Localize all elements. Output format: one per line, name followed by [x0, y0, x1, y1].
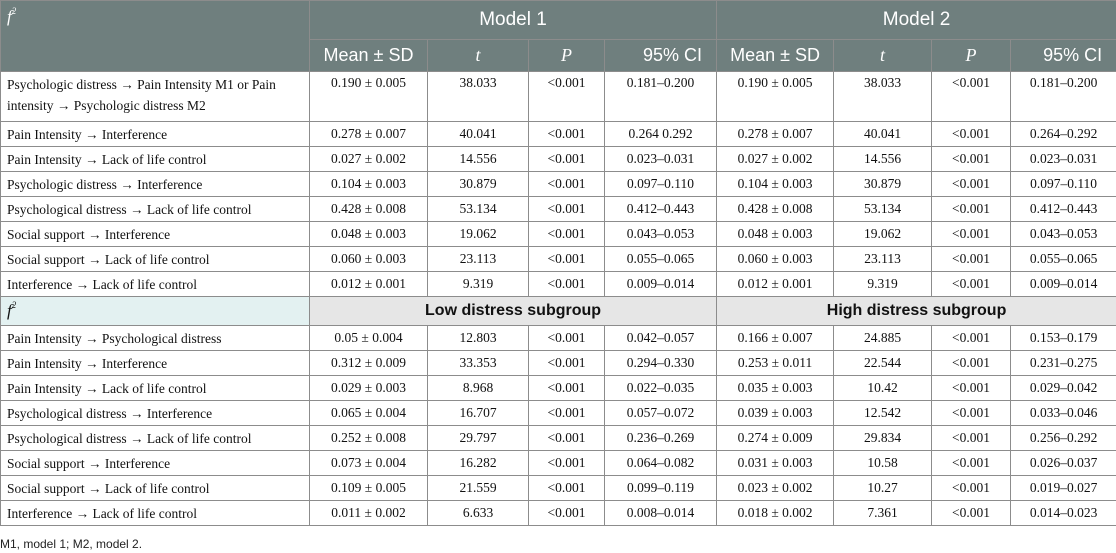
table-cell: 0.043–0.053: [1011, 222, 1116, 247]
low-distress-header: Low distress subgroup: [310, 297, 717, 326]
row-label: Psychologic distress → Interference: [1, 172, 310, 197]
table-cell: <0.001: [529, 197, 605, 222]
table-cell: 0.05 ± 0.004: [310, 326, 428, 351]
table-row: [1, 501, 1116, 526]
table-cell: 10.27: [834, 476, 932, 501]
table-row: [1, 426, 1116, 451]
table-row: [1, 326, 1116, 351]
table-row: [1, 222, 1116, 247]
table-cell: 12.542: [834, 401, 932, 426]
table-cell: 0.428 ± 0.008: [310, 197, 428, 222]
table-cell: <0.001: [932, 451, 1011, 476]
table-cell: 23.113: [834, 247, 932, 272]
row-label: Psychological distress → Lack of life control: [1, 426, 310, 451]
table-cell: <0.001: [932, 172, 1011, 197]
row-label: Pain Intensity → Interference: [1, 351, 310, 376]
table-cell: 0.428 ± 0.008: [717, 197, 834, 222]
subgroup-rows: [1, 326, 1116, 526]
table-cell: 0.018 ± 0.002: [717, 501, 834, 526]
row-label: Pain Intensity → Psychological distress: [1, 326, 310, 351]
table-cell: 38.033: [834, 72, 932, 122]
table-cell: 8.968: [428, 376, 529, 401]
high-distress-header: High distress subgroup: [717, 297, 1116, 326]
table-cell: <0.001: [932, 401, 1011, 426]
table-cell: 0.097–0.110: [605, 172, 717, 197]
table-cell: 0.181–0.200: [605, 72, 717, 122]
table-cell: 40.041: [428, 122, 529, 147]
table-cell: 0.048 ± 0.003: [717, 222, 834, 247]
table-row: [1, 451, 1116, 476]
table-cell: <0.001: [932, 147, 1011, 172]
table-cell: 0.027 ± 0.002: [310, 147, 428, 172]
col-p-2: P: [932, 40, 1011, 72]
table-cell: 0.294–0.330: [605, 351, 717, 376]
table-cell: <0.001: [932, 426, 1011, 451]
footnote: M1, model 1; M2, model 2.: [0, 537, 143, 551]
table-cell: 10.58: [834, 451, 932, 476]
table-cell: <0.001: [529, 72, 605, 122]
table-cell: 0.109 ± 0.005: [310, 476, 428, 501]
table-row: [1, 147, 1116, 172]
table-cell: 0.073 ± 0.004: [310, 451, 428, 476]
table-cell: 0.312 ± 0.009: [310, 351, 428, 376]
subgroup-corner-label: f: [7, 301, 12, 320]
table-cell: 0.026–0.037: [1011, 451, 1116, 476]
table-cell: 0.190 ± 0.005: [310, 72, 428, 122]
table-cell: 0.022–0.035: [605, 376, 717, 401]
table-cell: 40.041: [834, 122, 932, 147]
table-row: [1, 197, 1116, 222]
table-cell: <0.001: [529, 401, 605, 426]
table-cell: 38.033: [428, 72, 529, 122]
table-cell: <0.001: [529, 351, 605, 376]
table-cell: 0.035 ± 0.003: [717, 376, 834, 401]
table-cell: <0.001: [529, 376, 605, 401]
table-cell: 0.064–0.082: [605, 451, 717, 476]
table-cell: 0.029 ± 0.003: [310, 376, 428, 401]
row-label: Psychological distress → Interference: [1, 401, 310, 426]
table-cell: 0.060 ± 0.003: [717, 247, 834, 272]
table-cell: 30.879: [834, 172, 932, 197]
table-cell: 0.099–0.119: [605, 476, 717, 501]
table-cell: 0.181–0.200: [1011, 72, 1116, 122]
model-rows: [1, 72, 1116, 297]
row-label: Social support → Interference: [1, 451, 310, 476]
table-cell: 0.023–0.031: [605, 147, 717, 172]
table-cell: 12.803: [428, 326, 529, 351]
row-label: Pain Intensity → Lack of life control: [1, 376, 310, 401]
table-cell: <0.001: [529, 172, 605, 197]
table-cell: <0.001: [932, 476, 1011, 501]
table-row: [1, 172, 1116, 197]
row-label: Pain Intensity → Interference: [1, 122, 310, 147]
table-cell: 0.412–0.443: [605, 197, 717, 222]
table-cell: 0.048 ± 0.003: [310, 222, 428, 247]
table-cell: 0.027 ± 0.002: [717, 147, 834, 172]
table-cell: <0.001: [932, 247, 1011, 272]
table-cell: 0.012 ± 0.001: [717, 272, 834, 297]
table-row: [1, 376, 1116, 401]
table-cell: 0.256–0.292: [1011, 426, 1116, 451]
table-cell: 0.060 ± 0.003: [310, 247, 428, 272]
table-cell: 0.009–0.014: [605, 272, 717, 297]
table-cell: 22.544: [834, 351, 932, 376]
corner-header: [1, 1, 310, 72]
table-cell: 53.134: [834, 197, 932, 222]
subgroup-row: [1, 297, 1116, 326]
subgroup-corner-sup: 2: [11, 300, 17, 311]
table-cell: 16.707: [428, 401, 529, 426]
table-row: [1, 247, 1116, 272]
table-row: [1, 122, 1116, 147]
table-cell: <0.001: [529, 451, 605, 476]
table-cell: 0.253 ± 0.011: [717, 351, 834, 376]
corner-sup: 2: [11, 6, 17, 17]
table-cell: 0.012 ± 0.001: [310, 272, 428, 297]
subgroup-corner: [1, 297, 310, 326]
table-cell: 21.559: [428, 476, 529, 501]
table-cell: 0.042–0.057: [605, 326, 717, 351]
col-mean-sd-1: Mean ± SD: [310, 40, 428, 72]
table-cell: 23.113: [428, 247, 529, 272]
table-row: [1, 272, 1116, 297]
table-cell: 0.033–0.046: [1011, 401, 1116, 426]
table-cell: 0.009–0.014: [1011, 272, 1116, 297]
table-cell: 0.019–0.027: [1011, 476, 1116, 501]
table-cell: 0.031 ± 0.003: [717, 451, 834, 476]
table-cell: <0.001: [529, 122, 605, 147]
table-cell: 19.062: [428, 222, 529, 247]
table-cell: 0.278 ± 0.007: [717, 122, 834, 147]
table-cell: 9.319: [428, 272, 529, 297]
table-cell: 0.014–0.023: [1011, 501, 1116, 526]
table-cell: 6.633: [428, 501, 529, 526]
model1-header: Model 1: [310, 1, 717, 40]
table-cell: 0.097–0.110: [1011, 172, 1116, 197]
table-cell: 0.055–0.065: [1011, 247, 1116, 272]
table-cell: 19.062: [834, 222, 932, 247]
table-cell: 0.104 ± 0.003: [717, 172, 834, 197]
row-label: Psychological distress → Lack of life control: [1, 197, 310, 222]
corner-label: f: [7, 7, 12, 26]
table-cell: <0.001: [932, 351, 1011, 376]
table-cell: <0.001: [529, 326, 605, 351]
table-cell: 0.057–0.072: [605, 401, 717, 426]
table-row: [1, 476, 1116, 501]
table-cell: <0.001: [529, 247, 605, 272]
table-cell: <0.001: [529, 501, 605, 526]
table-cell: 0.029–0.042: [1011, 376, 1116, 401]
table-cell: 0.153–0.179: [1011, 326, 1116, 351]
table-cell: 0.412–0.443: [1011, 197, 1116, 222]
col-t-1: t: [428, 40, 529, 72]
table-cell: 29.834: [834, 426, 932, 451]
row-label: Social support → Lack of life control: [1, 476, 310, 501]
table-cell: 0.104 ± 0.003: [310, 172, 428, 197]
table-cell: 0.011 ± 0.002: [310, 501, 428, 526]
table-cell: <0.001: [932, 326, 1011, 351]
col-mean-sd-2: Mean ± SD: [717, 40, 834, 72]
table-cell: <0.001: [529, 222, 605, 247]
table-cell: 0.008–0.014: [605, 501, 717, 526]
table-cell: 0.039 ± 0.003: [717, 401, 834, 426]
subgroup-header: [1, 297, 1116, 326]
table-cell: <0.001: [932, 222, 1011, 247]
table-cell: <0.001: [932, 122, 1011, 147]
table-cell: 0.023 ± 0.002: [717, 476, 834, 501]
row-label: Psychologic distress → Pain Intensity M1 or Pain intensity → Psychologic distress M2: [1, 72, 310, 122]
table-cell: 0.264 0.292: [605, 122, 717, 147]
table-cell: 24.885: [834, 326, 932, 351]
table-cell: 0.231–0.275: [1011, 351, 1116, 376]
table-cell: 0.278 ± 0.007: [310, 122, 428, 147]
col-ci-2: 95% CI: [1011, 40, 1116, 72]
table-cell: 9.319: [834, 272, 932, 297]
table-cell: 29.797: [428, 426, 529, 451]
col-p-1: P: [529, 40, 605, 72]
table-cell: 0.166 ± 0.007: [717, 326, 834, 351]
table-cell: 14.556: [428, 147, 529, 172]
table-cell: 30.879: [428, 172, 529, 197]
table-cell: 0.065 ± 0.004: [310, 401, 428, 426]
row-label: Pain Intensity → Lack of life control: [1, 147, 310, 172]
table-cell: <0.001: [529, 426, 605, 451]
table-cell: 16.282: [428, 451, 529, 476]
table-cell: 10.42: [834, 376, 932, 401]
table-cell: <0.001: [529, 147, 605, 172]
table-cell: 0.055–0.065: [605, 247, 717, 272]
col-ci-1: 95% CI: [605, 40, 717, 72]
row-label: Social support → Interference: [1, 222, 310, 247]
table-cell: 0.023–0.031: [1011, 147, 1116, 172]
table-cell: 0.264–0.292: [1011, 122, 1116, 147]
table-cell: 0.043–0.053: [605, 222, 717, 247]
table-cell: 0.252 ± 0.008: [310, 426, 428, 451]
table-cell: <0.001: [529, 272, 605, 297]
col-t-2: t: [834, 40, 932, 72]
header-row-models: [1, 1, 1116, 40]
table-cell: 0.190 ± 0.005: [717, 72, 834, 122]
model2-header: Model 2: [717, 1, 1116, 40]
table-cell: 53.134: [428, 197, 529, 222]
table-cell: 0.236–0.269: [605, 426, 717, 451]
row-label: Interference → Lack of life control: [1, 501, 310, 526]
table-cell: <0.001: [932, 272, 1011, 297]
table-cell: 14.556: [834, 147, 932, 172]
table-cell: 0.274 ± 0.009: [717, 426, 834, 451]
table-cell: 7.361: [834, 501, 932, 526]
table-cell: <0.001: [529, 476, 605, 501]
row-label: Social support → Lack of life control: [1, 247, 310, 272]
table-cell: <0.001: [932, 197, 1011, 222]
table-row: [1, 351, 1116, 376]
table-cell: <0.001: [932, 501, 1011, 526]
table-cell: <0.001: [932, 376, 1011, 401]
row-label: Interference → Lack of life control: [1, 272, 310, 297]
table-row: [1, 401, 1116, 426]
table-cell: <0.001: [932, 72, 1011, 122]
table-row: [1, 72, 1116, 122]
table-cell: 33.353: [428, 351, 529, 376]
